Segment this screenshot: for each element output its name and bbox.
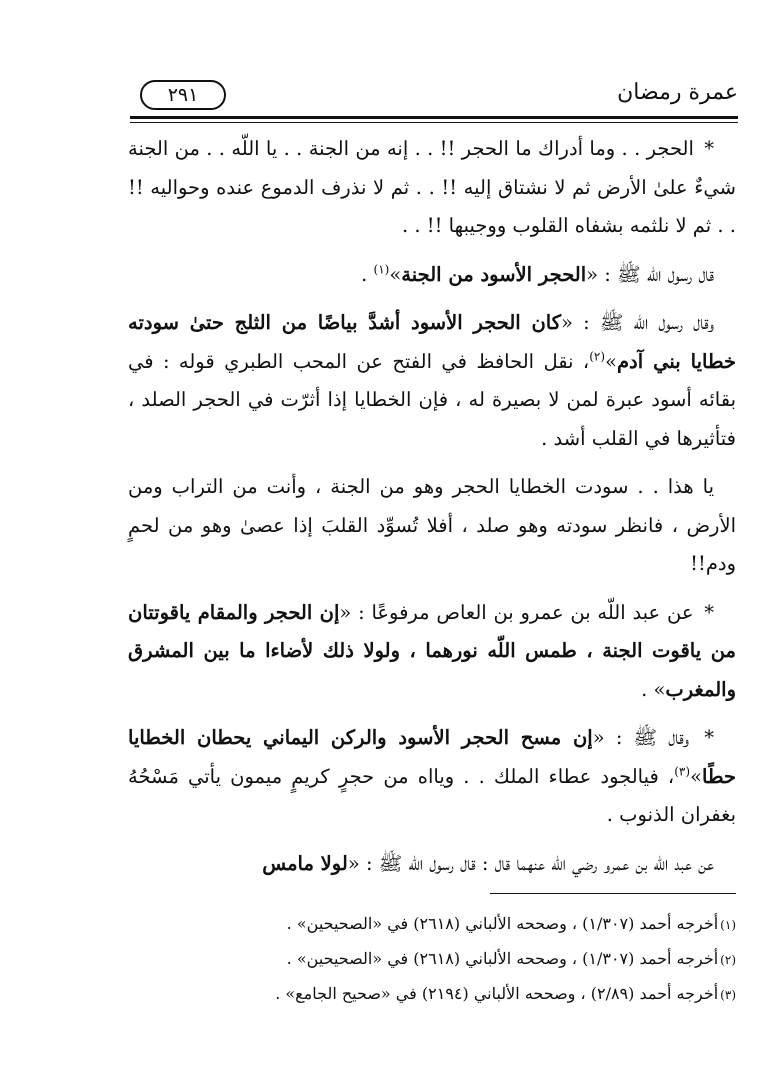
paragraph-text: الحجر . . وما أدراك ما الحجر !! . . إنه من الجنة . . يا اللّه . . من الجنة شيءٌ علىٰ الأرض ثم لا نشتاق إليه !! . . ثم لا نذرف الدموع عنده وحواليه !! . . ثم لا نلثمه بشفاه القلوب ووجيبها !! . . [128,137,736,237]
footnote-number: (١) [720,918,736,932]
footnote-text: أخرجه أحمد (١/٣٠٧) ، وصححه الألباني (٢٦١٨) في «الصحيحين» . [286,914,719,933]
hadith-quote: كان الحجر الأسود أشدَّ بياضًا من الثلج حتىٰ سودته خطايا بني آدم [128,311,736,373]
header-rule-thin [130,122,738,123]
paragraph-tail: . [361,262,374,286]
footnote-1 [180,907,736,942]
footnote-text: أخرجه أحمد (١/٣٠٧) ، وصححه الألباني (٢٦١٨) في «الصحيحين» . [286,949,719,968]
paragraph-text: عن عبد اللّه بن عمرو رضي الله عنهما قال : قال رسول اللّه ﷺ : « [347,851,714,875]
paragraph-text: وقال رسول اللّه ﷺ : « [561,311,714,334]
footnote-2 [180,942,736,977]
paragraph-1 [128,130,736,246]
paragraph-text: يا هذا . . سودت الخطايا الحجر وهو من الجنة ، وأنت من التراب ومن الأرض ، فانظر سودته وهو صلد ، أفلا تُسوِّد القلبَ إذا عصىٰ وهو من لحمٍ ودم!! [128,475,736,575]
footnote-ref: (٣) [674,764,691,778]
quote-close: » [690,764,702,788]
footnote-rule [490,893,736,894]
footnote-ref: (١) [373,262,390,276]
page-header [130,74,738,116]
footnote-number: (٢) [720,953,736,967]
paragraph-7 [128,845,736,884]
hadith-quote: لولا مامس [262,851,348,875]
paragraph-text: قال رسول اللّه ﷺ : « [586,262,714,286]
bullet-star: * [704,726,715,749]
paragraph-3 [128,304,736,458]
paragraph-2 [128,256,736,295]
footnote-text: أخرجه أحمد (٢/٨٩) ، وصححه الألباني (٢١٩٤) في «صحيح الجامع» . [275,984,719,1003]
paragraph-6 [128,719,736,835]
quote-close: » [605,349,617,373]
page-body [128,130,736,893]
paragraph-tail: ، فيالجود عطاء الملك . . ويااه من حجرٍ كريمٍ ميمون يأتي مَسْحُهُ بغفران الذنوب . [128,764,736,826]
quote-close: » . [641,677,666,701]
hadith-quote: إن مسح الحجر الأسود والركن اليماني يحطان الخطايا حطًا [128,726,736,788]
footnote-3 [180,977,736,1012]
footnote-ref: (٢) [589,349,606,363]
bullet-star: * [704,137,714,160]
footnote-number: (٣) [720,988,736,1002]
book-title: عمرة رمضان [617,80,738,105]
paragraph-text: عن عبد اللّه بن عمرو بن العاص مرفوعًا : « [339,600,694,624]
paragraph-text: وقال ﷺ : « [592,726,690,749]
paragraph-4 [128,468,736,584]
quote-close: » [389,262,402,286]
page-number: ٢٩١ [140,80,226,110]
hadith-quote: إن الحجر والمقام ياقوتتان من ياقوت الجنة ، طمس اللّه نورهما ، ولولا ذلك لأضاءا ما بين المشرق والمغرب [128,600,736,701]
paragraph-5 [128,594,736,710]
paragraph-tail: ، نقل الحافظ في الفتح عن المحب الطبري قوله : في بقائه أسود عبرة لمن لا بصيرة له ، فإن الخطايا إذا أثرّت في الحجر الصلد ، فتأثيرها في القلب أشد . [128,349,736,450]
footnotes [180,907,736,1012]
hadith-quote: الحجر الأسود من الجنة [401,262,587,286]
header-rule-thick [130,116,738,119]
bullet-star: * [704,600,714,624]
